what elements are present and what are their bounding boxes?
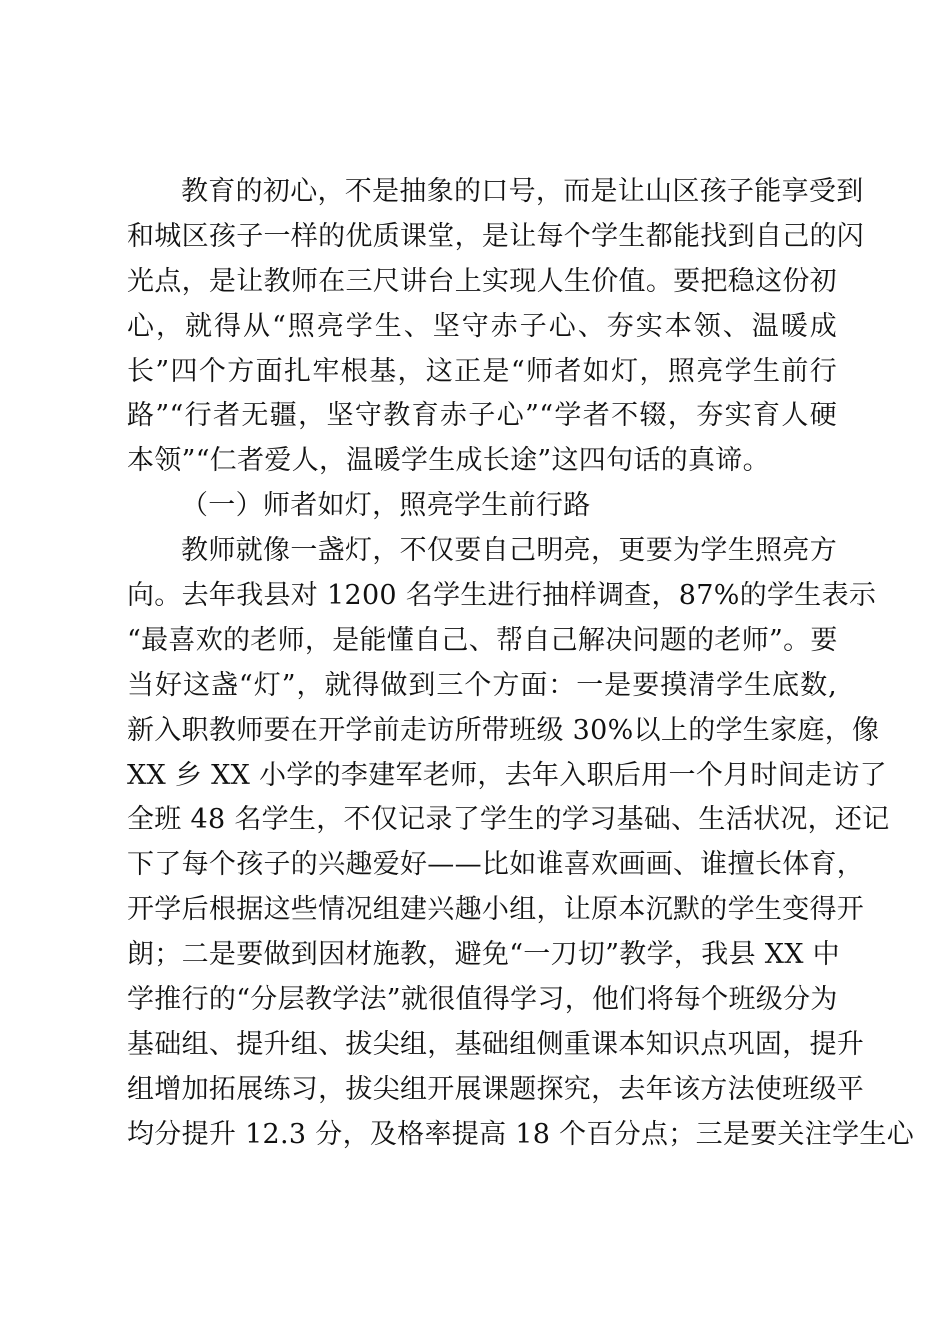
- paragraph-line: XX 乡 XX 小学的李建军老师，去年入职后用一个月时间走访了: [127, 759, 887, 791]
- paragraph-line: 基础组、提升组、拔尖组，基础组侧重课本知识点巩固，提升: [127, 1028, 865, 1060]
- paragraph-line: 新入职教师要在开学前走访所带班级 30%以上的学生家庭，像: [127, 714, 880, 746]
- paragraph-line: 长”四个方面扎牢根基，这正是“师者如灯，照亮学生前行: [127, 355, 837, 387]
- paragraph-line: 本领”“仁者爱人，温暖学生成长途”这四句话的真谛。: [127, 445, 770, 477]
- section-heading: （一）师者如灯，照亮学生前行路: [181, 490, 591, 522]
- paragraph-line: 当好这盏“灯”，就得做到三个方面：一是要摸清学生底数,: [127, 669, 837, 701]
- paragraph-line: 教育的初心，不是抽象的口号，而是让山区孩子能享受到: [181, 176, 864, 207]
- document-body: [127, 170, 915, 1158]
- paragraph-line: 全班 48 名学生，不仅记录了学生的学习基础、生活状况，还记: [127, 804, 890, 836]
- paragraph-line: 教师就像一盏灯，不仅要自己明亮，更要为学生照亮方: [181, 535, 837, 567]
- paragraph-line: 路”“行者无疆，坚守教育赤子心”“学者不辍，夯实育人硬: [127, 400, 837, 432]
- paragraph-line: 朗；二是要做到因材施教，避免“一刀切”教学，我县 XX 中: [127, 939, 840, 971]
- paragraph-line: 学推行的“分层教学法”就很值得学习，他们将每个班级分为: [127, 984, 838, 1016]
- paragraph-line: 光点，是让教师在三尺讲台上实现人生价值。要把稳这份初: [127, 265, 837, 297]
- paragraph-line: 下了每个孩子的兴趣爱好——比如谁喜欢画画、谁擅长体育，: [127, 849, 865, 881]
- paragraph-line: 向。去年我县对 1200 名学生进行抽样调查，87%的学生表示: [127, 580, 877, 612]
- paragraph-line: “最喜欢的老师，是能懂自己、帮自己解决问题的老师”。要: [127, 624, 838, 656]
- paragraph-line: 开学后根据这些情况组建兴趣小组，让原本沉默的学生变得开: [127, 894, 865, 926]
- paragraph-line: 心，就得从“照亮学生、坚守赤子心、夯实本领、温暖成: [127, 310, 837, 342]
- paragraph-line: 均分提升 12.3 分，及格率提高 18 个百分点；三是要关注学生心: [127, 1118, 915, 1150]
- paragraph-line: 组增加拓展练习，拔尖组开展课题探究，去年该方法使班级平: [127, 1073, 865, 1105]
- paragraph-line: 和城区孩子一样的优质课堂，是让每个学生都能找到自己的闪: [127, 220, 865, 252]
